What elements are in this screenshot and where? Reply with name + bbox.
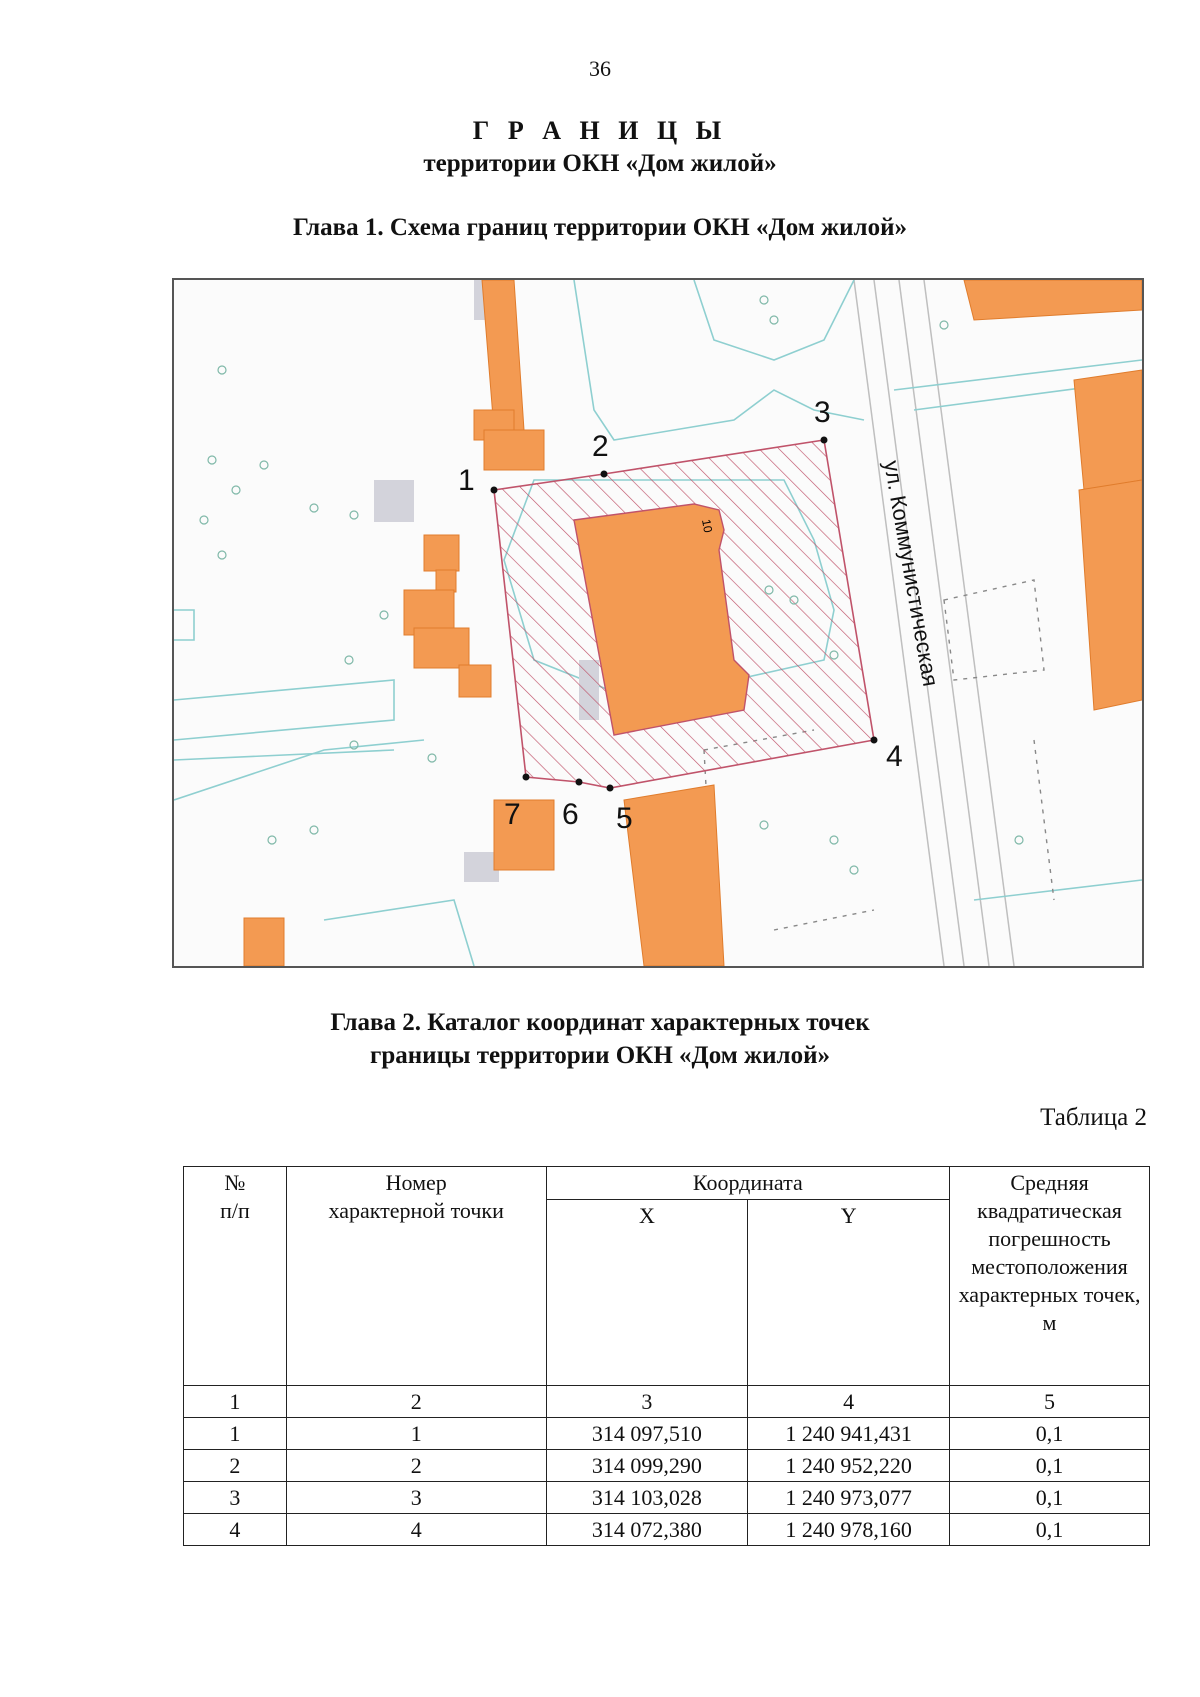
coordinates-table [183, 1166, 1150, 1546]
table-cell: 314 103,028 [546, 1482, 748, 1514]
table-cell: 3 [286, 1482, 546, 1514]
chapter2-title [0, 1006, 1200, 1072]
table-cell: 314 099,290 [546, 1450, 748, 1482]
table-cell: 2 [184, 1450, 287, 1482]
table-cell: 2 [286, 1386, 546, 1418]
point-label-7: 7 [504, 798, 521, 831]
table-cell: 314 072,380 [546, 1514, 748, 1546]
header-num: № п/п [184, 1167, 287, 1386]
table-row [184, 1450, 1150, 1482]
point-label-2: 2 [592, 430, 609, 463]
table-cell: 2 [286, 1450, 546, 1482]
table-cell: 5 [950, 1386, 1150, 1418]
table-cell: 0,1 [950, 1482, 1150, 1514]
table-index-row [184, 1386, 1150, 1418]
table-row [184, 1482, 1150, 1514]
table-cell: 0,1 [950, 1450, 1150, 1482]
table-cell: 0,1 [950, 1418, 1150, 1450]
point-label-3: 3 [814, 396, 831, 429]
header-coordinate: Координата [546, 1167, 949, 1200]
header-y: Y [748, 1200, 950, 1386]
point-label-5: 5 [616, 802, 633, 835]
table-cell: 1 240 978,160 [748, 1514, 950, 1546]
boundary-map [172, 278, 1144, 968]
table-cell: 1 [184, 1418, 287, 1450]
point-label-6: 6 [562, 798, 579, 831]
table-cell: 1 240 941,431 [748, 1418, 950, 1450]
street-label: ул. Коммунистическая [879, 458, 944, 689]
table-cell: 4 [748, 1386, 950, 1418]
chapter1-title: Глава 1. Схема границ территории ОКН «Дом жилой» [293, 214, 907, 241]
point-label-4: 4 [886, 740, 903, 773]
point-label-1: 1 [458, 464, 475, 497]
header-point: Номер характерной точки [286, 1167, 546, 1386]
table-cell: 314 097,510 [546, 1418, 748, 1450]
table-header-row [184, 1167, 1150, 1200]
table-cell: 1 [184, 1386, 287, 1418]
table-cell: 4 [184, 1514, 287, 1546]
table-row [184, 1514, 1150, 1546]
table-cell: 1 [286, 1418, 546, 1450]
header-error: Средняя квадратическая погрешность местоположения характерных точек, м [950, 1167, 1150, 1386]
chapter2-title-line1: Глава 2. Каталог координат характерных точек [330, 1009, 870, 1036]
table-row [184, 1418, 1150, 1450]
table-label: Таблица 2 [1040, 1104, 1147, 1131]
building-number: 10 [699, 518, 716, 534]
table-cell: 3 [184, 1482, 287, 1514]
chapter2-title-line2: границы территории ОКН «Дом жилой» [370, 1042, 830, 1069]
header-x: X [546, 1200, 748, 1386]
table-cell: 1 240 973,077 [748, 1482, 950, 1514]
page-number: 36 [589, 56, 611, 81]
boundary-map-svg [174, 280, 1142, 966]
table-cell: 4 [286, 1514, 546, 1546]
table-cell: 0,1 [950, 1514, 1150, 1546]
table-cell: 1 240 952,220 [748, 1450, 950, 1482]
document-subtitle: территории ОКН «Дом жилой» [423, 150, 777, 177]
table-cell: 3 [546, 1386, 748, 1418]
street-lines [854, 280, 1014, 966]
document-title: Г Р А Н И Ц Ы [472, 116, 728, 145]
